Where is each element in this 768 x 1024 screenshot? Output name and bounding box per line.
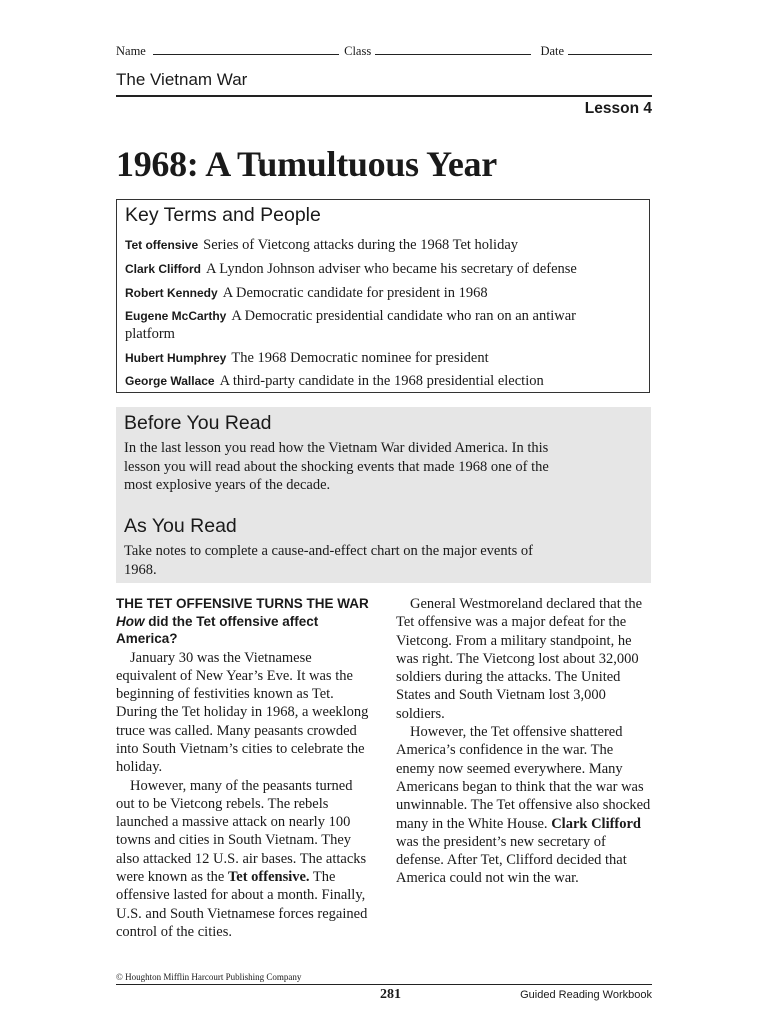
date-label: Date	[540, 44, 565, 58]
key-term: George Wallace	[125, 374, 215, 388]
key-term-row	[125, 307, 615, 343]
key-terms-box	[116, 199, 650, 393]
page-title: 1968: A Tumultuous Year	[116, 144, 497, 184]
key-term-definition: A Democratic candidate for president in 1968	[222, 285, 488, 301]
key-term-definition: The 1968 Democratic nominee for president	[231, 350, 489, 366]
key-term-definition: A third-party candidate in the 1968 presidential election	[219, 373, 544, 389]
paragraph-2	[116, 777, 372, 942]
as-you-read-text: Take notes to complete a cause-and-effect chart on the major events of 1968.	[124, 543, 533, 578]
key-term-definition: A Democratic presidential candidate who ran on an antiwar platform	[125, 308, 577, 342]
term-clark-clifford: Clark Clifford	[551, 815, 641, 832]
section-question-text: did the Tet offensive affect America?	[116, 613, 319, 646]
article-column-right	[396, 595, 654, 888]
section-heading: THE TET OFFENSIVE TURNS THE WAR	[116, 596, 369, 611]
header-rule	[116, 95, 652, 97]
section-question	[116, 613, 372, 648]
key-term-row	[125, 372, 635, 390]
name-blank	[153, 43, 339, 55]
paragraph-4	[396, 723, 654, 888]
student-info-line	[116, 43, 652, 59]
class-blank	[375, 43, 531, 55]
footer-rule	[116, 984, 652, 985]
lesson-label: Lesson 4	[584, 100, 652, 117]
section-question-emphasis: How	[116, 613, 145, 629]
as-you-read-heading: As You Read	[124, 515, 237, 537]
key-term-definition: Series of Vietcong attacks during the 1968 Tet holiday	[203, 237, 519, 253]
class-label: Class	[344, 44, 372, 58]
term-tet-offensive: Tet offensive.	[227, 869, 310, 886]
paragraph-4-continued: was the president’s new secretary of defense. After Tet, Clifford decided that America could not win the war.	[396, 833, 627, 887]
key-terms-heading: Key Terms and People	[125, 204, 321, 226]
unit-title: The Vietnam War	[116, 70, 248, 89]
paragraph-2-text: However, many of the peasants turned out to be Vietcong rebels. The rebels launched a massive attack on nearly 100 towns and cities in South Vietnam. They also attacked 12 U.S. air bases. The attacks were known as the	[116, 777, 367, 886]
key-term: Robert Kennedy	[125, 286, 218, 300]
date-blank	[568, 43, 652, 55]
key-term: Eugene McCarthy	[125, 309, 227, 323]
key-term-row	[125, 236, 635, 254]
before-you-read-heading: Before You Read	[124, 412, 272, 434]
name-label: Name	[116, 44, 146, 58]
page-number: 281	[380, 987, 401, 1002]
key-term-row	[125, 260, 635, 278]
paragraph-4-text: However, the Tet offensive shattered America’s confidence in the war. The enemy now seemed everywhere. Many Americans began to think that the war was unwinnable. The Tet offensive also shocked many in the White House.	[396, 724, 651, 832]
key-term-row	[125, 284, 635, 302]
key-term-definition: A Lyndon Johnson adviser who became his secretary of defense	[206, 261, 577, 277]
paragraph-2-continued: The offensive lasted for about a month. Finally, U.S. and South Vietnamese forces regained control of the cities.	[116, 869, 368, 940]
paragraph-3: General Westmoreland declared that the Tet offensive was a major defeat for the Vietcong. From a military standpoint, he was right. The Vietcong lost about 32,000 soldiers during the attacks. The United States and South Vietnam lost 3,000 soldiers.	[396, 596, 643, 722]
reading-guide-box	[116, 407, 651, 583]
workbook-title: Guided Reading Workbook	[520, 989, 652, 1001]
copyright-notice: © Houghton Mifflin Harcourt Publishing Company	[116, 972, 302, 982]
key-term: Hubert Humphrey	[125, 351, 227, 365]
key-term: Tet offensive	[125, 238, 199, 252]
key-term: Clark Clifford	[125, 262, 202, 276]
key-term-row	[125, 349, 635, 367]
article-column-left	[116, 595, 372, 941]
paragraph-1: January 30 was the Vietnamese equivalent of New Year’s Eve. It was the beginning of festivities known as Tet. During the Tet holiday in 1968, a weeklong truce was called. Many peasants crowded into South Vietnam’s cities to celebrate the holiday.	[116, 649, 369, 776]
before-you-read-text: In the last lesson you read how the Vietnam War divided America. In this lesson you will read about the shocking events that made 1968 one of the most explosive years of the decade.	[124, 440, 549, 493]
